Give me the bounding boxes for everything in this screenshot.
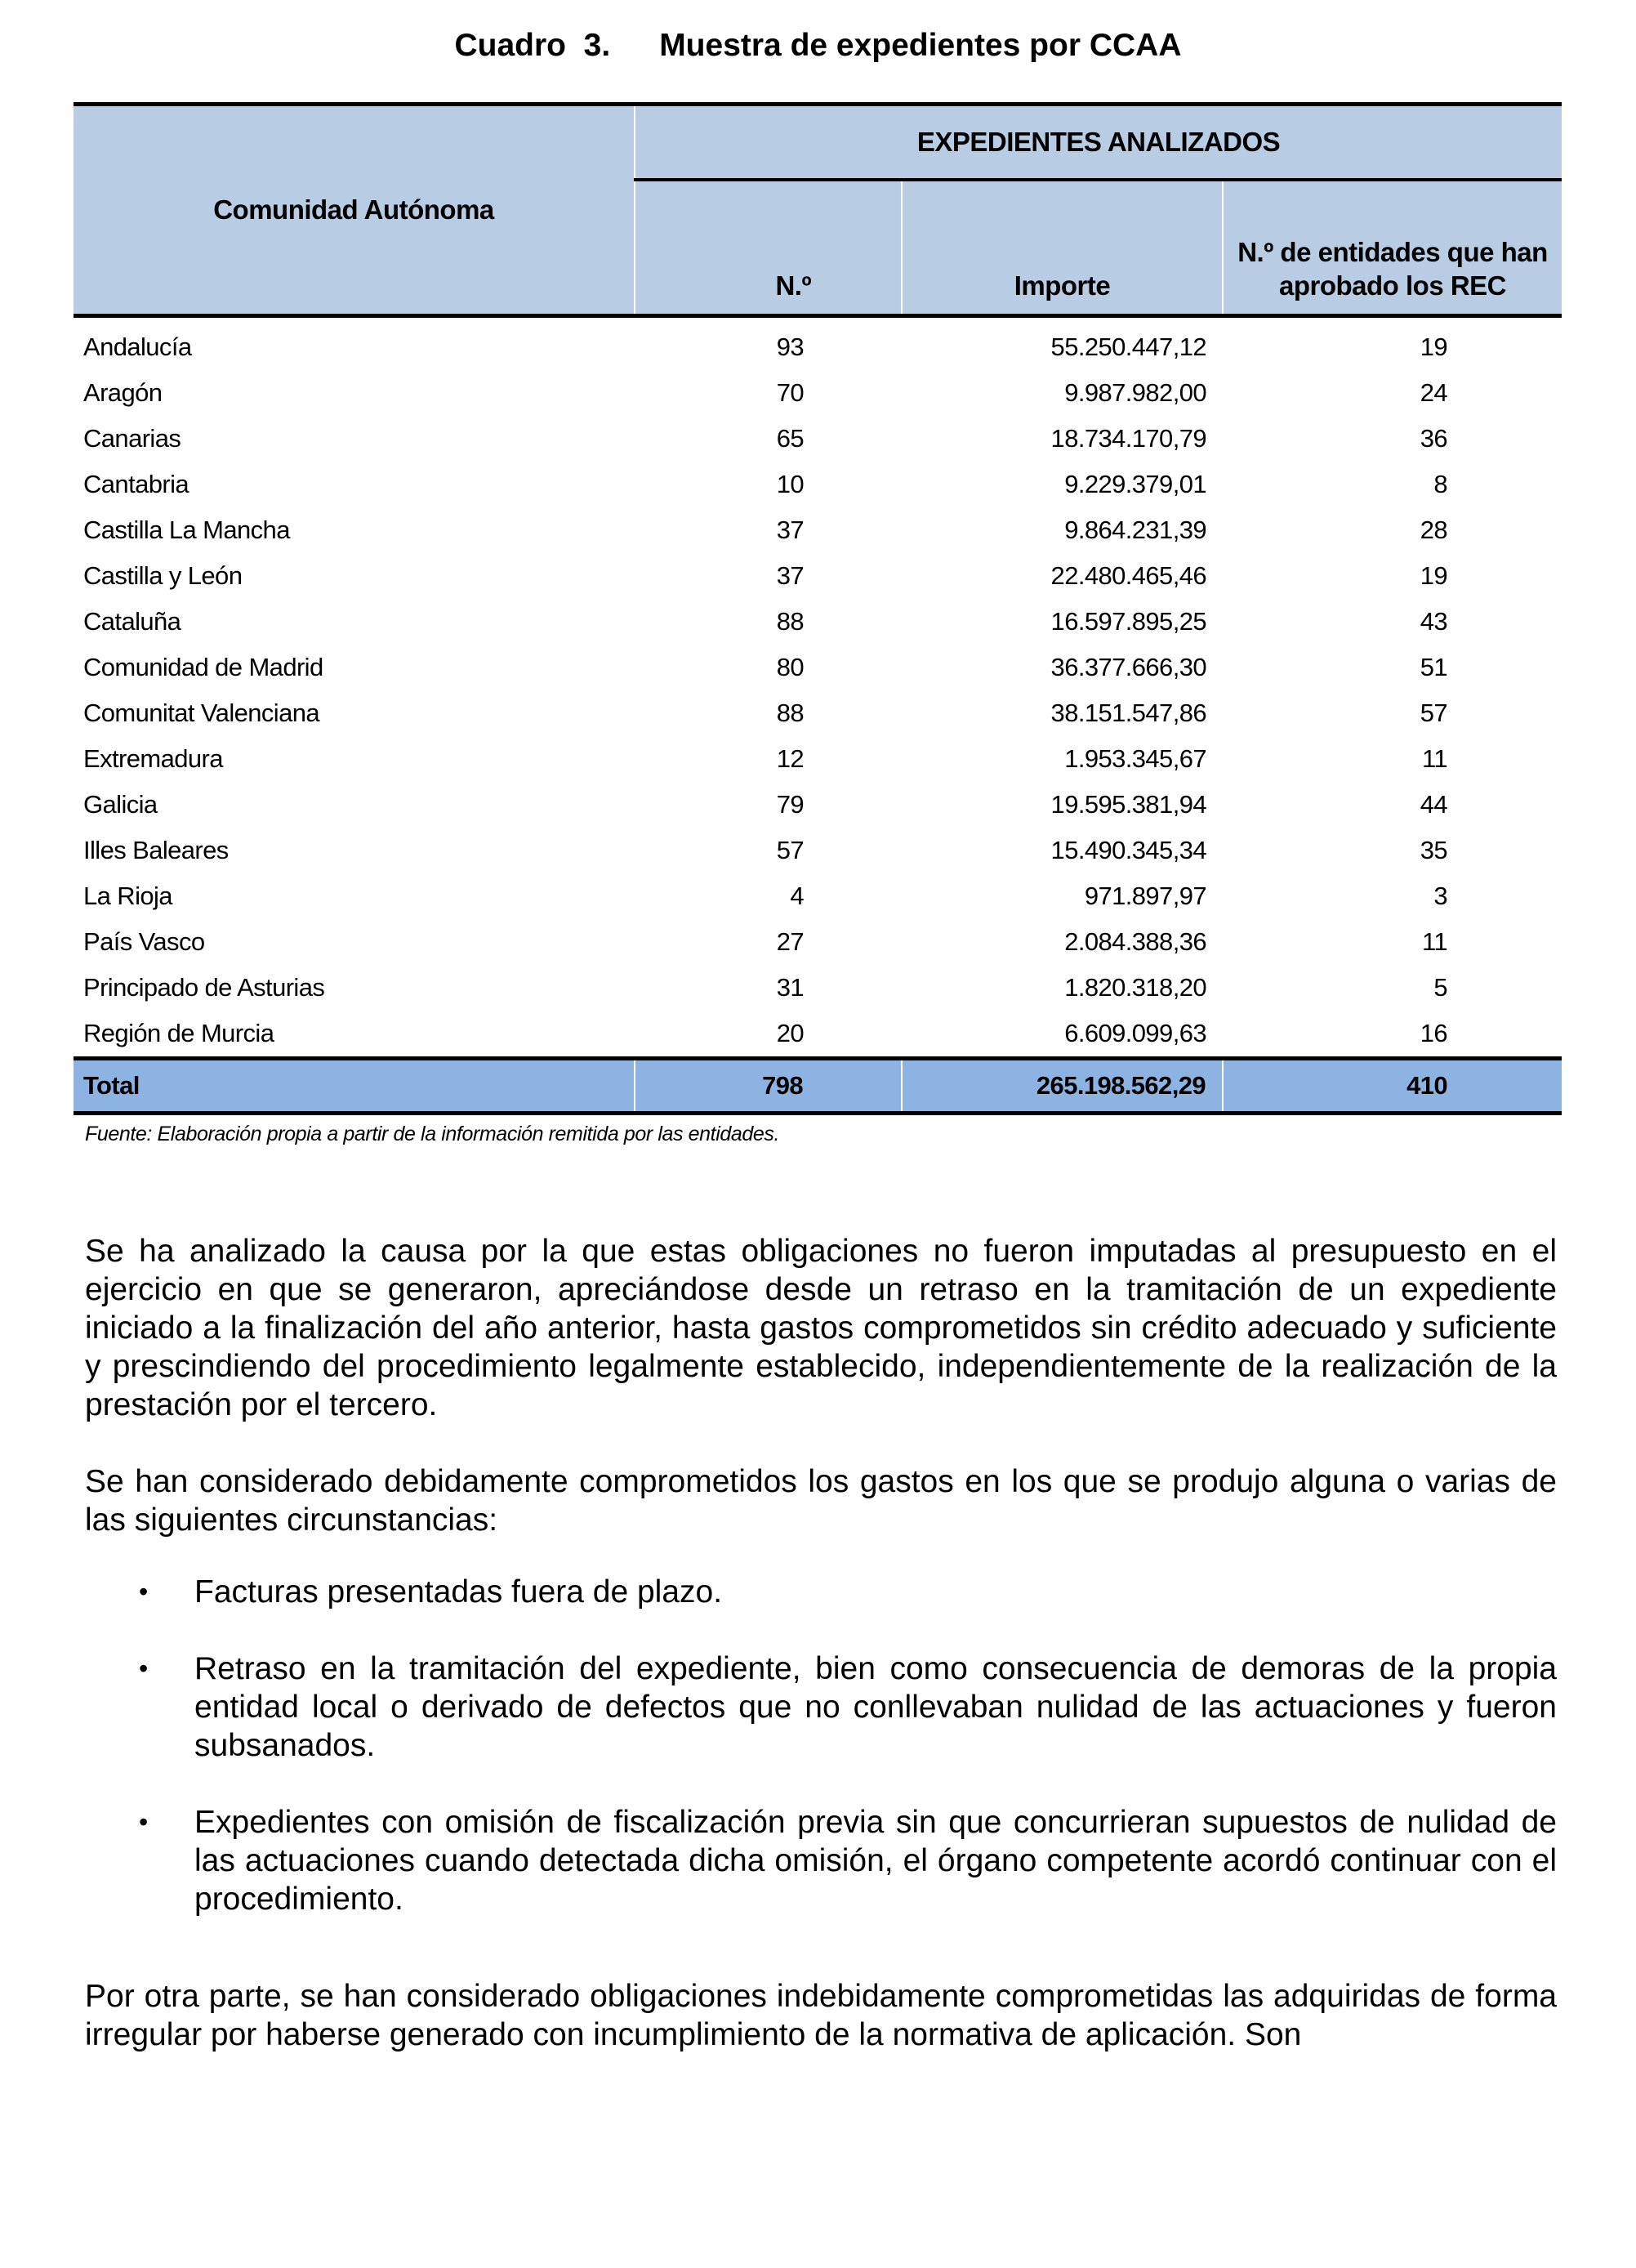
table-caption: [0, 28, 1636, 64]
total-importe: 265.198.562,29: [902, 1059, 1223, 1114]
region-cell: Cantabria: [83, 470, 189, 498]
entidades-cell: 8: [1433, 470, 1448, 498]
table-body: [74, 316, 1562, 1059]
expedientes-table: [74, 102, 1562, 1115]
n-cell: 79: [776, 790, 804, 819]
region-cell: Comunitat Valenciana: [83, 699, 319, 727]
header-entidades: N.º de entidades que han aprobado los REC: [1223, 180, 1562, 316]
region-cell: Región de Murcia: [83, 1019, 274, 1047]
n-cell: 20: [776, 1019, 804, 1047]
importe-cell: 19.595.381,94: [1050, 790, 1206, 819]
entidades-cell: 19: [1420, 561, 1448, 590]
entidades-cell: 11: [1422, 927, 1448, 956]
entidades-cell: 11: [1422, 744, 1448, 773]
entidades-cell: 19: [1420, 333, 1448, 361]
entidades-cell: 35: [1420, 836, 1448, 864]
total-n: 798: [635, 1059, 902, 1114]
n-cell: 65: [776, 424, 804, 453]
region-cell: Castilla La Mancha: [83, 516, 290, 544]
header-importe: Importe: [902, 180, 1223, 316]
region-cell: Andalucía: [83, 333, 192, 361]
importe-cell: 9.229.379,01: [1064, 470, 1206, 498]
table-row: [74, 507, 1562, 553]
entidades-cell: 43: [1420, 607, 1448, 636]
list-item-text: Facturas presentadas fuera de plazo.: [194, 1574, 723, 1609]
importe-cell: 18.734.170,79: [1050, 424, 1206, 453]
table-header: [74, 105, 1562, 316]
entidades-cell: 3: [1433, 882, 1448, 910]
paragraph-irregular: Por otra parte, se han considerado obligaciones indebidamente comprometidas las adquiridas de forma irregular por haberse generado con incumplimiento de la normativa de aplicación. Son: [85, 1979, 1557, 2052]
importe-cell: 38.151.547,86: [1050, 699, 1206, 727]
table-row: [74, 645, 1562, 690]
n-cell: 70: [776, 378, 804, 407]
table-row: [74, 416, 1562, 462]
header-n: N.º: [635, 180, 902, 316]
table-row: [74, 873, 1562, 919]
region-cell: País Vasco: [83, 927, 205, 956]
entidades-cell: 44: [1420, 790, 1448, 819]
importe-cell: 6.609.099,63: [1064, 1019, 1206, 1047]
n-cell: 88: [776, 699, 804, 727]
table-total-row: [74, 1059, 1562, 1114]
list-item: [139, 1650, 1557, 1765]
caption-label: Cuadro 3.: [454, 28, 611, 63]
importe-cell: 22.480.465,46: [1050, 561, 1206, 590]
importe-cell: 9.987.982,00: [1064, 378, 1206, 407]
n-cell: 10: [776, 470, 804, 498]
importe-cell: 55.250.447,12: [1050, 333, 1206, 361]
table-row: [74, 919, 1562, 965]
bullet-icon: •: [139, 1807, 149, 1837]
importe-cell: 36.377.666,30: [1050, 653, 1206, 681]
entidades-cell: 57: [1420, 699, 1448, 727]
region-cell: Cataluña: [83, 607, 181, 636]
header-group: EXPEDIENTES ANALIZADOS: [635, 105, 1562, 181]
n-cell: 88: [776, 607, 804, 636]
importe-cell: 15.490.345,34: [1050, 836, 1206, 864]
bullet-icon: •: [139, 1654, 149, 1683]
entidades-cell: 36: [1420, 424, 1448, 453]
entidades-cell: 24: [1420, 378, 1448, 407]
list-item-text: Expedientes con omisión de fiscalización previa sin que concurrieran supuestos de nulidad de las actuaciones cuando detectada dicha omisión, el órgano competente acordó continuar con el procedimiento.: [194, 1805, 1557, 1917]
bullet-icon: •: [139, 1577, 149, 1606]
n-cell: 27: [776, 927, 804, 956]
n-cell: 31: [776, 973, 804, 1002]
table-row: [74, 462, 1562, 507]
paragraph-causes: Se ha analizado la causa por la que estas obligaciones no fueron imputadas al presupuesto en el ejercicio en que se generaron, apreciándose desde un retraso en la tramitación de un expediente iniciado a la finalización del año anterior, hasta gastos comprometidos sin crédito adecuado y suficiente y prescindiendo del procedimiento legalmente establecido, independientemente de la realización de la prestación por el tercero.: [85, 1234, 1557, 1422]
table-row: [74, 1011, 1562, 1059]
table-row: [74, 599, 1562, 645]
n-cell: 93: [776, 333, 804, 361]
n-cell: 12: [776, 744, 804, 773]
table-row: [74, 370, 1562, 416]
importe-cell: 1.953.345,67: [1064, 744, 1206, 773]
table-row: [74, 828, 1562, 873]
table-row: [74, 316, 1562, 371]
table-row: [74, 690, 1562, 736]
region-cell: La Rioja: [83, 882, 172, 910]
region-cell: Aragón: [83, 378, 163, 407]
region-cell: Principado de Asturias: [83, 973, 325, 1002]
list-item: [139, 1573, 1557, 1611]
table-row: [74, 553, 1562, 599]
importe-cell: 1.820.318,20: [1064, 973, 1206, 1002]
region-cell: Galicia: [83, 790, 158, 819]
caption-text: Muestra de expedientes por CCAA: [659, 28, 1182, 63]
list-item: [139, 1803, 1557, 1918]
n-cell: 37: [776, 561, 804, 590]
table-row: [74, 965, 1562, 1011]
n-cell: 80: [776, 653, 804, 681]
paragraph-circumstances: Se han considerado debidamente comprometidos los gastos en los que se produjo alguna o varias de las siguientes circunstancias:: [85, 1464, 1557, 1538]
importe-cell: 16.597.895,25: [1050, 607, 1206, 636]
region-cell: Comunidad de Madrid: [83, 653, 323, 681]
entidades-cell: 5: [1433, 973, 1448, 1002]
importe-cell: 9.864.231,39: [1064, 516, 1206, 544]
region-cell: Extremadura: [83, 744, 223, 773]
total-label: Total: [74, 1059, 635, 1114]
region-cell: Illes Baleares: [83, 836, 229, 864]
n-cell: 37: [776, 516, 804, 544]
table-source-note: Fuente: Elaboración propia a partir de la información remitida por las entidades.: [85, 1123, 780, 1145]
entidades-cell: 51: [1420, 653, 1448, 681]
n-cell: 57: [776, 836, 804, 864]
table-row: [74, 782, 1562, 828]
total-entidades: 410: [1223, 1059, 1562, 1114]
table-row: [74, 736, 1562, 782]
region-cell: Canarias: [83, 424, 181, 453]
n-cell: 4: [790, 882, 804, 910]
list-item-text: Retraso en la tramitación del expediente, bien como consecuencia de demoras de la propia entidad local o derivado de defectos que no conllevaban nulidad de las actuaciones y fueron subsanados.: [194, 1651, 1557, 1763]
region-cell: Castilla y León: [83, 561, 243, 590]
entidades-cell: 16: [1420, 1019, 1448, 1047]
importe-cell: 2.084.388,36: [1064, 927, 1206, 956]
entidades-cell: 28: [1420, 516, 1448, 544]
importe-cell: 971.897,97: [1084, 882, 1206, 910]
header-region: Comunidad Autónoma: [74, 105, 635, 316]
